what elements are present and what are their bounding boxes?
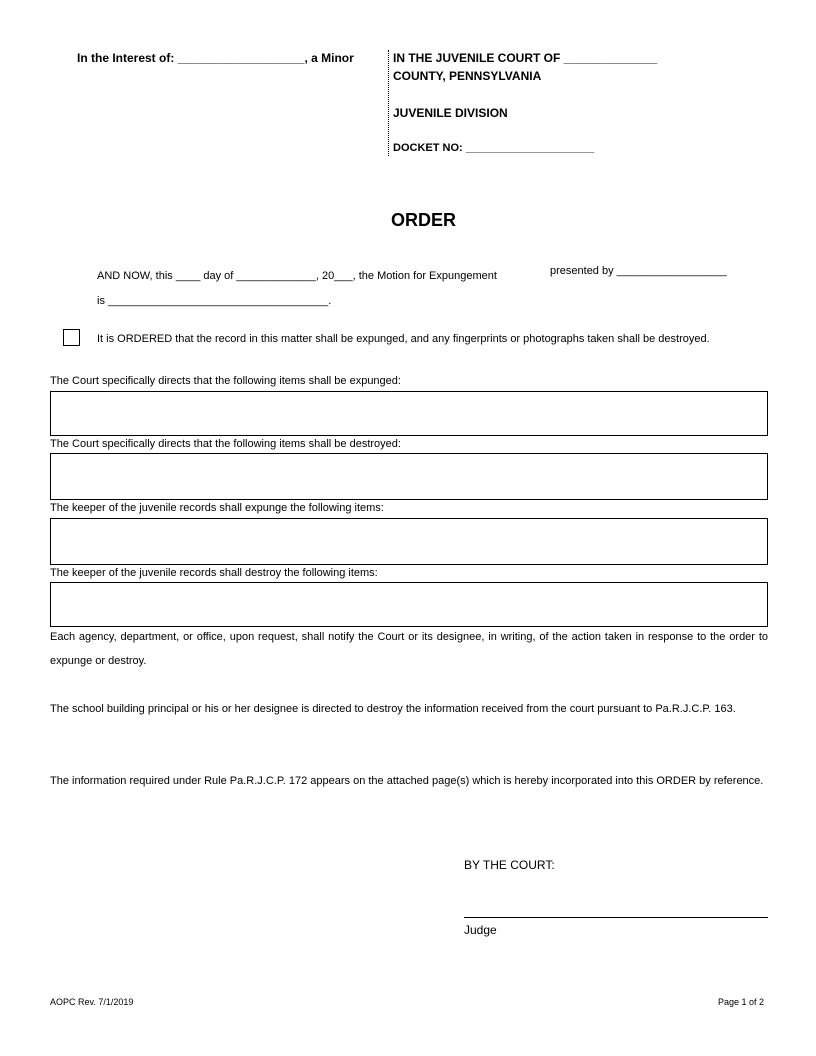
- interest-of-line: In the Interest of: ___________________, a Minor: [77, 51, 354, 65]
- presented-by: presented by __________________: [550, 265, 727, 277]
- division-label: JUVENILE DIVISION: [393, 106, 508, 120]
- expunge-items-field[interactable]: [50, 391, 768, 436]
- section-label-destroy: The Court specifically directs that the following items shall be destroyed:: [50, 438, 401, 450]
- docket-number: DOCKET NO: _____________________: [393, 142, 595, 154]
- expunge-checkbox-label: It is ORDERED that the record in this matter shall be expunged, and any fingerprints or photographs taken shall be destroyed.: [97, 333, 710, 345]
- school-paragraph: The school building principal or his or her designee is directed to destroy the information received from the court pursuant to Pa.R.J.C.P. 163.: [50, 703, 736, 715]
- by-the-court-label: BY THE COURT:: [464, 858, 555, 872]
- keeper-destroy-items-field[interactable]: [50, 582, 768, 627]
- court-name-line2: COUNTY, PENNSYLVANIA: [393, 69, 542, 83]
- destroy-items-field[interactable]: [50, 453, 768, 500]
- section-label-keeper-destroy: The keeper of the juvenile records shall destroy the following items:: [50, 567, 378, 579]
- expunge-checkbox[interactable]: [63, 329, 80, 346]
- intro-line2: is ____________________________________.: [97, 295, 332, 307]
- section-label-expunge: The Court specifically directs that the following items shall be expunged:: [50, 375, 401, 387]
- section-label-keeper-expunge: The keeper of the juvenile records shall expunge the following items:: [50, 502, 384, 514]
- judge-signature-line[interactable]: [464, 917, 768, 918]
- keeper-expunge-items-field[interactable]: [50, 518, 768, 565]
- revision-footer: AOPC Rev. 7/1/2019: [50, 997, 134, 1007]
- page-title: ORDER: [391, 210, 457, 230]
- header-divider: [388, 50, 389, 156]
- rule172-paragraph: The information required under Rule Pa.R.J.C.P. 172 appears on the attached page(s) which is hereby incorporated into this ORDER by reference.: [50, 775, 764, 787]
- court-name-line1: IN THE JUVENILE COURT OF ______________: [393, 51, 658, 65]
- intro-line1: AND NOW, this ____ day of _____________, 20___, the Motion for Expungement: [97, 270, 497, 282]
- notify-paragraph: Each agency, department, or office, upon request, shall notify the Court or its designee, in writing, of the action taken in response to the order to expunge or destroy.: [50, 631, 768, 667]
- judge-label: Judge: [464, 923, 497, 937]
- page-number-footer: Page 1 of 2: [718, 997, 765, 1007]
